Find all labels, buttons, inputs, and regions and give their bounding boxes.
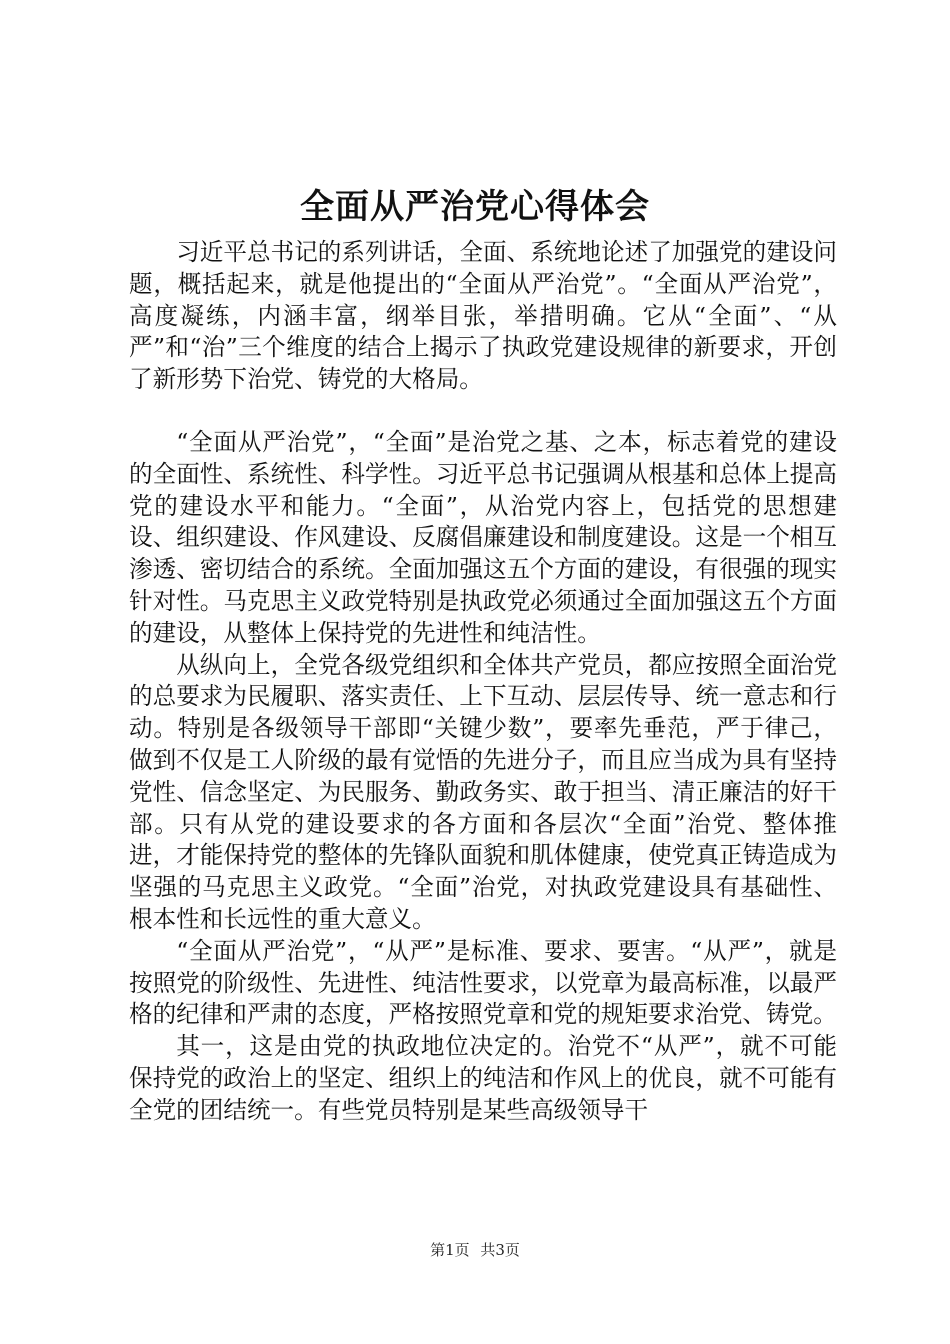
document-title: 全面从严治党心得体会 — [300, 187, 650, 227]
paragraph-4: “全面从严治党”，“从严”是标准、要求、要害。“从严”，就是按照党的阶级性、先进性、纯洁性要求，以党章为最高标准，以最严格的纪律和严肃的态度，严格按照党章和党的规矩要求治党、铸党。 — [129, 936, 837, 1029]
paragraph-1: 习近平总书记的系列讲话，全面、系统地论述了加强党的建设问题，概括起来，就是他提出的“全面从严治党”。“全面从严治党”，高度凝练，内涵丰富，纲举目张，举措明确。它从“全面”、“从严”和“治”三个维度的结合上揭示了执政党建设规律的新要求，开创了新形势下治党、铸党的大格局。 — [129, 238, 837, 394]
paragraph-5: 其一，这是由党的执政地位决定的。治党不“从严”，就不可能保持党的政治上的坚定、组织上的纯洁和作风上的优良，就不可能有全党的团结统一。有些党员特别是某些高级领导干 — [129, 1032, 837, 1124]
page-footer — [0, 1240, 950, 1260]
paragraph-3: 从纵向上，全党各级党组织和全体共产党员，都应按照全面治党的总要求为民履职、落实责任、上下互动、层层传导、统一意志和行动。特别是各级领导干部即“关键少数”，要率先垂范，严于律己，做到不仅是工人阶级的最有觉悟的先进分子，而且应当成为具有坚持党性、信念坚定、为民服务、勤政务实、敢于担当、清正廉洁的好干部。只有从党的建设要求的各方面和各层次“全面”治党、整体推进，才能保持党的整体的先锋队面貌和肌体健康，使党真正铸造成为坚强的马克思主义政党。“全面”治党，对执政党建设具有基础性、根本性和长远性的重大意义。 — [129, 650, 837, 933]
page-total: 共3页 — [480, 1241, 520, 1259]
document-body — [129, 237, 837, 1127]
paragraph-2: “全面从严治党”，“全面”是治党之基、之本，标志着党的建设的全面性、系统性、科学性。习近平总书记强调从根基和总体上提高党的建设水平和能力。“全面”，从治党内容上，包括党的思想建设、组织建设、作风建设、反腐倡廉建设和制度建设。这是一个相互渗透、密切结合的系统。全面加强这五个方面的建设，有很强的现实针对性。马克思主义政党特别是执政党必须通过全面加强这五个方面的建设，从整体上保持党的先进性和纯洁性。 — [129, 427, 837, 647]
page-number: 第1页 — [430, 1241, 470, 1259]
